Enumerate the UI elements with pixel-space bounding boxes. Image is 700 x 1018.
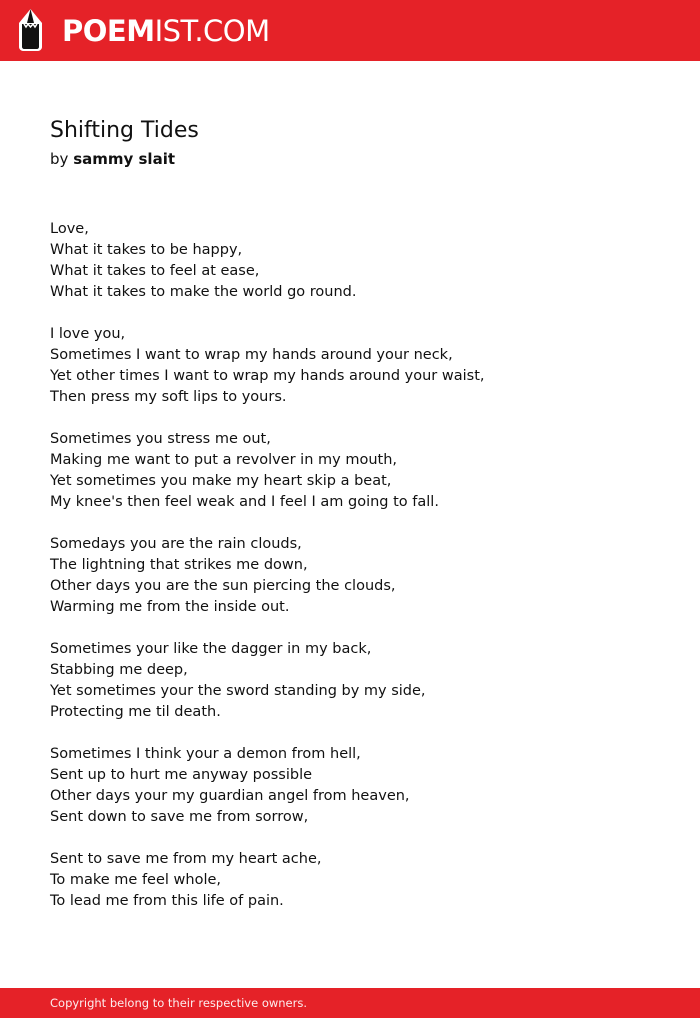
poem-line: Protecting me til death. bbox=[50, 704, 221, 720]
poem-line: Sometimes your like the dagger in my back, bbox=[50, 641, 372, 657]
poem-stanza bbox=[50, 534, 650, 618]
poem-line: Somedays you are the rain clouds, bbox=[50, 536, 302, 552]
by-label: by bbox=[50, 150, 69, 168]
site-logo-text[interactable] bbox=[62, 11, 270, 51]
copyright-text: Copyright belong to their respective owners. bbox=[50, 996, 308, 1010]
poem-line: Yet other times I want to wrap my hands around your waist, bbox=[50, 368, 485, 384]
poem-stanza bbox=[50, 324, 650, 408]
brand-bold-text: POEM bbox=[62, 14, 155, 48]
pencil-icon[interactable] bbox=[18, 9, 43, 51]
poem-line: Other days you are the sun piercing the clouds, bbox=[50, 578, 396, 594]
poem-stanza bbox=[50, 849, 650, 912]
poem-line: Making me want to put a revolver in my mouth, bbox=[50, 452, 397, 468]
poem-line: Sometimes I want to wrap my hands around your neck, bbox=[50, 347, 453, 363]
poem-line: Sometimes you stress me out, bbox=[50, 431, 271, 447]
poem-line: I love you, bbox=[50, 326, 126, 342]
poem-title: Shifting Tides bbox=[50, 118, 199, 143]
poem-line: Stabbing me deep, bbox=[50, 662, 188, 678]
poem-author: sammy slait bbox=[73, 150, 176, 168]
site-footer bbox=[0, 988, 700, 1018]
poem-line: Love, bbox=[50, 221, 89, 237]
poem-line: To lead me from this life of pain. bbox=[50, 893, 284, 909]
poem-stanza bbox=[50, 219, 650, 303]
poem-body bbox=[50, 219, 650, 933]
poem-line: The lightning that strikes me down, bbox=[50, 557, 308, 573]
poem-line: To make me feel whole, bbox=[50, 872, 222, 888]
poem-line: Other days your my guardian angel from heaven, bbox=[50, 788, 410, 804]
poem-line: Then press my soft lips to yours. bbox=[50, 389, 287, 405]
poem-line: Yet sometimes your the sword standing by my side, bbox=[50, 683, 426, 699]
poem-stanza bbox=[50, 744, 650, 828]
poem-stanza bbox=[50, 639, 650, 723]
poem-line: What it takes to be happy, bbox=[50, 242, 243, 258]
poem-line: Sent to save me from my heart ache, bbox=[50, 851, 322, 867]
poem-heading bbox=[50, 116, 650, 172]
poem-line: Sent up to hurt me anyway possible bbox=[50, 767, 313, 783]
brand-light-text: IST.COM bbox=[154, 14, 270, 48]
poem-line: Sent down to save me from sorrow, bbox=[50, 809, 309, 825]
poem-line: Yet sometimes you make my heart skip a beat, bbox=[50, 473, 392, 489]
poem-stanza bbox=[50, 429, 650, 513]
poem-line: What it takes to make the world go round. bbox=[50, 284, 357, 300]
poem-byline bbox=[50, 146, 650, 172]
site-header bbox=[0, 0, 700, 61]
poem-line: What it takes to feel at ease, bbox=[50, 263, 260, 279]
poem-line: My knee's then feel weak and I feel I am going to fall. bbox=[50, 494, 439, 510]
poem-line: Sometimes I think your a demon from hell, bbox=[50, 746, 361, 762]
poem-line: Warming me from the inside out. bbox=[50, 599, 290, 615]
